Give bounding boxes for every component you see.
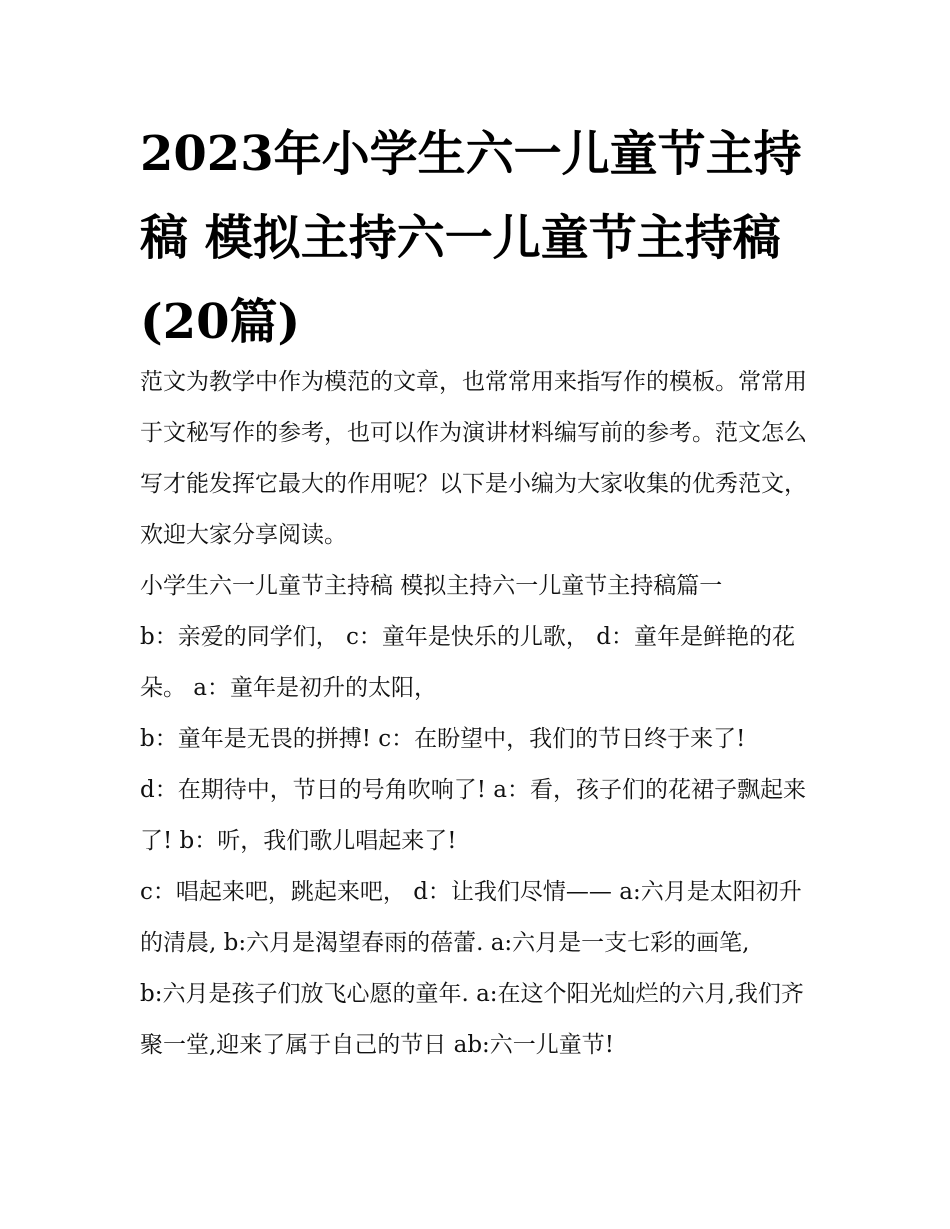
document-title: 2023年小学生六一儿童节主持稿 模拟主持六一儿童节主持稿(20篇) xyxy=(140,126,802,350)
document-body xyxy=(140,357,820,1071)
intro-paragraph: 范文为教学中作为模范的文章，也常常用来指写作的模板。常常用于文秘写作的参考，也可以作为演讲材料编写前的参考。范文怎么写才能发挥它最大的作用呢？以下是小编为大家收集的优秀范文，欢迎大家分享阅读。 xyxy=(140,369,807,548)
section-heading: 小学生六一儿童节主持稿 模拟主持六一儿童节主持稿篇一 xyxy=(140,573,723,599)
script-paragraph: d：在期待中，节日的号角吹响了! a：看，孩子们的花裙子飘起来了! b：听，我们歌儿唱起来了! xyxy=(140,777,806,854)
script-paragraph: b：亲爱的同学们， c：童年是快乐的儿歌， d：童年是鲜艳的花朵。 a：童年是初升的太阳， xyxy=(140,624,795,701)
script-paragraph: b：童年是无畏的拼搏! c：在盼望中，我们的节日终于来了! xyxy=(140,726,746,752)
script-paragraph: c：唱起来吧，跳起来吧， d：让我们尽情—— a:六月是太阳初升的清晨, b:六月是渴望春雨的蓓蕾. a:六月是一支七彩的画笔, xyxy=(140,879,802,956)
script-paragraph: b:六月是孩子们放飞心愿的童年. a:在这个阳光灿烂的六月,我们齐聚一堂,迎来了属于自己的节日 ab:六一儿童节! xyxy=(140,981,804,1058)
